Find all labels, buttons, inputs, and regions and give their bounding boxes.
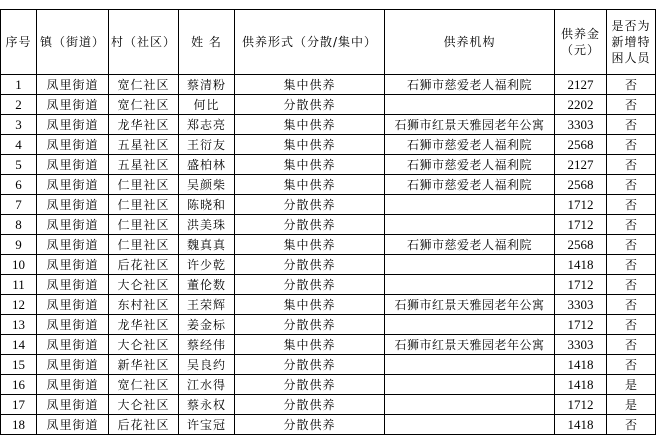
cell-amount: 1712 (555, 395, 607, 415)
table-row (1, 215, 656, 235)
cell-new-poor: 否 (607, 295, 656, 315)
cell-town: 凤里街道 (37, 215, 109, 235)
cell-new-poor: 否 (607, 215, 656, 235)
cell-name: 王荣辉 (179, 295, 235, 315)
cell-institution (385, 255, 555, 275)
cell-institution (385, 415, 555, 435)
cell-community: 大仑社区 (109, 275, 179, 295)
cell-amount: 1712 (555, 275, 607, 295)
cell-town: 凤里街道 (37, 195, 109, 215)
cell-town: 凤里街道 (37, 295, 109, 315)
cell-no: 11 (1, 275, 37, 295)
cell-institution: 石狮市红景天雅园老年公寓 (385, 295, 555, 315)
cell-community: 龙华社区 (109, 115, 179, 135)
header-form: 供养形式（分散/集中） (235, 10, 385, 75)
cell-institution: 石狮市慈爱老人福利院 (385, 155, 555, 175)
cell-amount: 1712 (555, 195, 607, 215)
cell-institution (385, 95, 555, 115)
cell-amount: 1418 (555, 415, 607, 435)
cell-amount: 2568 (555, 235, 607, 255)
cell-community: 五星社区 (109, 135, 179, 155)
cell-community: 东村社区 (109, 295, 179, 315)
cell-town: 凤里街道 (37, 235, 109, 255)
table-row (1, 75, 656, 95)
cell-form: 集中供养 (235, 295, 385, 315)
cell-town: 凤里街道 (37, 335, 109, 355)
cell-community: 大仑社区 (109, 395, 179, 415)
cell-new-poor: 否 (607, 75, 656, 95)
cell-name: 何比 (179, 95, 235, 115)
table-header (1, 10, 656, 75)
table-row (1, 135, 656, 155)
cell-no: 6 (1, 175, 37, 195)
cell-no: 3 (1, 115, 37, 135)
table-row (1, 315, 656, 335)
cell-new-poor: 否 (607, 315, 656, 335)
cell-institution: 石狮市慈爱老人福利院 (385, 175, 555, 195)
cell-form: 集中供养 (235, 135, 385, 155)
cell-no: 10 (1, 255, 37, 275)
cell-institution (385, 375, 555, 395)
cell-name: 董伦数 (179, 275, 235, 295)
cell-amount: 1712 (555, 315, 607, 335)
table-row (1, 335, 656, 355)
cell-form: 分散供养 (235, 195, 385, 215)
cell-form: 分散供养 (235, 255, 385, 275)
cell-amount: 1712 (555, 215, 607, 235)
cell-form: 分散供养 (235, 415, 385, 435)
cell-amount: 1418 (555, 355, 607, 375)
header-new-poor: 是否为新增特困人员 (607, 10, 656, 75)
cell-form: 分散供养 (235, 275, 385, 295)
cell-amount: 1418 (555, 255, 607, 275)
cell-institution: 石狮市红景天雅园老年公寓 (385, 335, 555, 355)
cell-form: 分散供养 (235, 395, 385, 415)
table-row (1, 195, 656, 215)
cell-form: 集中供养 (235, 115, 385, 135)
cell-community: 后花社区 (109, 415, 179, 435)
cell-amount: 1418 (555, 375, 607, 395)
header-row (1, 10, 656, 75)
table-row (1, 275, 656, 295)
cell-new-poor: 否 (607, 235, 656, 255)
cell-institution (385, 315, 555, 335)
cell-form: 分散供养 (235, 215, 385, 235)
cell-no: 9 (1, 235, 37, 255)
header-community: 村（社区） (109, 10, 179, 75)
cell-name: 陈晓和 (179, 195, 235, 215)
table-body (1, 75, 656, 435)
cell-form: 集中供养 (235, 75, 385, 95)
cell-institution: 石狮市红景天雅园老年公寓 (385, 115, 555, 135)
cell-new-poor: 否 (607, 275, 656, 295)
cell-community: 后花社区 (109, 255, 179, 275)
header-town: 镇（街道） (37, 10, 109, 75)
cell-no: 16 (1, 375, 37, 395)
cell-amount: 3303 (555, 115, 607, 135)
cell-new-poor: 否 (607, 255, 656, 275)
cell-institution (385, 195, 555, 215)
cell-amount: 2127 (555, 155, 607, 175)
cell-town: 凤里街道 (37, 275, 109, 295)
cell-name: 蔡经伟 (179, 335, 235, 355)
table-row (1, 155, 656, 175)
table-row (1, 395, 656, 415)
table-row (1, 415, 656, 435)
cell-form: 分散供养 (235, 375, 385, 395)
cell-institution (385, 355, 555, 375)
cell-no: 2 (1, 95, 37, 115)
cell-community: 新华社区 (109, 355, 179, 375)
cell-name: 魏真真 (179, 235, 235, 255)
cell-town: 凤里街道 (37, 315, 109, 335)
table-row (1, 235, 656, 255)
header-amount: 供养金（元） (555, 10, 607, 75)
cell-institution: 石狮市慈爱老人福利院 (385, 135, 555, 155)
cell-new-poor: 否 (607, 155, 656, 175)
cell-community: 大仑社区 (109, 335, 179, 355)
cell-community: 仁里社区 (109, 195, 179, 215)
cell-town: 凤里街道 (37, 255, 109, 275)
cell-new-poor: 是 (607, 375, 656, 395)
cell-amount: 2127 (555, 75, 607, 95)
cell-new-poor: 否 (607, 95, 656, 115)
cell-no: 14 (1, 335, 37, 355)
cell-name: 姜金标 (179, 315, 235, 335)
cell-new-poor: 是 (607, 395, 656, 415)
cell-name: 洪美珠 (179, 215, 235, 235)
cell-new-poor: 否 (607, 415, 656, 435)
table-row (1, 115, 656, 135)
cell-no: 1 (1, 75, 37, 95)
cell-institution (385, 395, 555, 415)
cell-new-poor: 否 (607, 135, 656, 155)
cell-no: 15 (1, 355, 37, 375)
cell-town: 凤里街道 (37, 175, 109, 195)
support-personnel-table (0, 9, 656, 435)
cell-form: 集中供养 (235, 155, 385, 175)
cell-name: 江水得 (179, 375, 235, 395)
cell-town: 凤里街道 (37, 155, 109, 175)
cell-community: 仁里社区 (109, 175, 179, 195)
cell-no: 12 (1, 295, 37, 315)
cell-name: 吴良约 (179, 355, 235, 375)
cell-community: 仁里社区 (109, 215, 179, 235)
cell-no: 4 (1, 135, 37, 155)
table-row (1, 175, 656, 195)
cell-town: 凤里街道 (37, 415, 109, 435)
cell-amount: 2202 (555, 95, 607, 115)
cell-community: 仁里社区 (109, 235, 179, 255)
cell-community: 宽仁社区 (109, 75, 179, 95)
cell-town: 凤里街道 (37, 135, 109, 155)
cell-name: 盛柏林 (179, 155, 235, 175)
cell-town: 凤里街道 (37, 355, 109, 375)
cell-no: 13 (1, 315, 37, 335)
header-no: 序号 (1, 10, 37, 75)
cell-town: 凤里街道 (37, 95, 109, 115)
cell-amount: 3303 (555, 335, 607, 355)
cell-community: 龙华社区 (109, 315, 179, 335)
cell-institution (385, 275, 555, 295)
cell-no: 8 (1, 215, 37, 235)
cell-institution: 石狮市慈爱老人福利院 (385, 235, 555, 255)
cell-form: 集中供养 (235, 335, 385, 355)
cell-name: 许少乾 (179, 255, 235, 275)
cell-name: 蔡永权 (179, 395, 235, 415)
cell-name: 郑志亮 (179, 115, 235, 135)
cell-town: 凤里街道 (37, 75, 109, 95)
table-row (1, 295, 656, 315)
cell-new-poor: 否 (607, 115, 656, 135)
table-row (1, 95, 656, 115)
cell-form: 分散供养 (235, 355, 385, 375)
cell-town: 凤里街道 (37, 395, 109, 415)
cell-name: 吴颜柴 (179, 175, 235, 195)
cell-town: 凤里街道 (37, 115, 109, 135)
cell-community: 五星社区 (109, 155, 179, 175)
cell-amount: 2568 (555, 175, 607, 195)
table-row (1, 375, 656, 395)
cell-town: 凤里街道 (37, 375, 109, 395)
table-row (1, 255, 656, 275)
cell-no: 18 (1, 415, 37, 435)
cell-community: 宽仁社区 (109, 95, 179, 115)
cell-name: 王衍友 (179, 135, 235, 155)
header-institution: 供养机构 (385, 10, 555, 75)
cell-form: 分散供养 (235, 315, 385, 335)
cell-form: 分散供养 (235, 95, 385, 115)
cell-amount: 3303 (555, 295, 607, 315)
cell-new-poor: 否 (607, 335, 656, 355)
cell-new-poor: 否 (607, 355, 656, 375)
cell-community: 宽仁社区 (109, 375, 179, 395)
cell-name: 蔡清粉 (179, 75, 235, 95)
cell-institution: 石狮市慈爱老人福利院 (385, 75, 555, 95)
cell-new-poor: 否 (607, 175, 656, 195)
header-name: 姓 名 (179, 10, 235, 75)
cell-form: 集中供养 (235, 175, 385, 195)
cell-amount: 2568 (555, 135, 607, 155)
cell-no: 7 (1, 195, 37, 215)
cell-no: 5 (1, 155, 37, 175)
cell-no: 17 (1, 395, 37, 415)
cell-new-poor: 否 (607, 195, 656, 215)
table-row (1, 355, 656, 375)
cell-name: 许宝冠 (179, 415, 235, 435)
cell-form: 集中供养 (235, 235, 385, 255)
cell-institution (385, 215, 555, 235)
